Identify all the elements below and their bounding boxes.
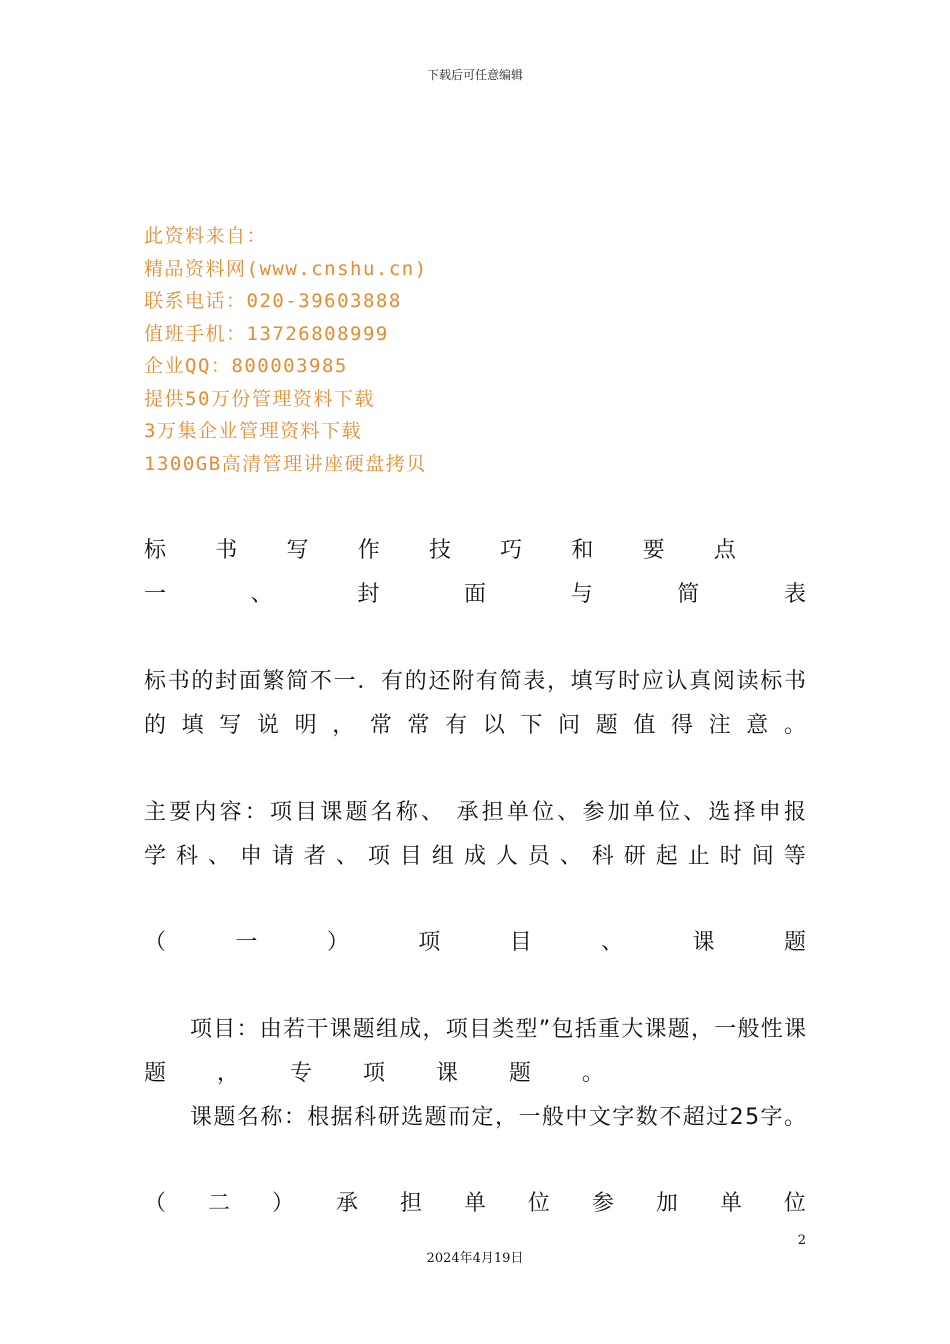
- subheading-units: （ 二 ） 承 担 单 位 参 加 单 位: [144, 1191, 806, 1216]
- subheading-project-row: [144, 925, 806, 956]
- promo-line: 此资料来自：: [144, 225, 268, 247]
- subheading-project: （ 一 ） 项 目 、 课 题: [144, 930, 806, 955]
- document-title-row: [144, 533, 736, 564]
- promo-line: 企业QQ：800003985: [144, 355, 348, 377]
- paragraph-cover: [144, 664, 806, 695]
- page-number: 2: [797, 1233, 806, 1248]
- paragraph-main-content-cont: [144, 839, 806, 870]
- section-heading-cover: 一 、 封 面 与 简 表: [144, 582, 806, 607]
- paragraph-line: 题 ， 专 项 课 题 。: [144, 1061, 604, 1086]
- paragraph-line: 的 填 写 说 明 ， 常 常 有 以 下 问 题 值 得 注 意 。: [144, 713, 806, 738]
- paragraph-line: 学 科 、 申 请 者 、 项 目 组 成 人 员 、 科 研 起 止 时 间 等: [144, 844, 806, 869]
- paragraph-line: 主要内容：项目课题名称、 承担单位、参加单位、选择申报: [144, 800, 810, 825]
- promo-line: 3万集企业管理资料下载: [144, 420, 362, 442]
- promo-line: 1300GB高清管理讲座硬盘拷贝: [144, 452, 427, 475]
- paragraph-topic-name: [190, 1100, 806, 1131]
- paragraph-line: 项目：由若干课题组成，项目类型”包括重大课题，一般性课: [190, 1017, 808, 1042]
- document-title: 标 书 写 作 技 巧 和 要 点: [144, 538, 736, 563]
- promo-line: 值班手机：13726808999: [144, 322, 389, 345]
- promo-line: 联系电话：020-39603888: [144, 290, 402, 312]
- paragraph-project: [190, 1012, 806, 1043]
- promo-block: [144, 220, 428, 480]
- subheading-units-row: [144, 1186, 806, 1217]
- paragraph-project-cont: [144, 1056, 604, 1087]
- paragraph-line: 课题名称：根据科研选题而定，一般中文字数不超过25字。: [190, 1105, 808, 1130]
- section-heading-row: [144, 577, 806, 608]
- page-footer-date: 2024年4月19日: [426, 1251, 524, 1266]
- paragraph-main-content: [144, 795, 810, 826]
- promo-line: 提供50万份管理资料下载: [144, 387, 375, 410]
- page-header: 下载后可任意编辑: [426, 68, 523, 82]
- promo-line: 精品资料网(www.cnshu.cn): [144, 257, 428, 280]
- paragraph-line: 标书的封面繁简不一．有的还附有简表，填写时应认真阅读标书: [144, 669, 808, 694]
- paragraph-cover-cont: [144, 708, 806, 739]
